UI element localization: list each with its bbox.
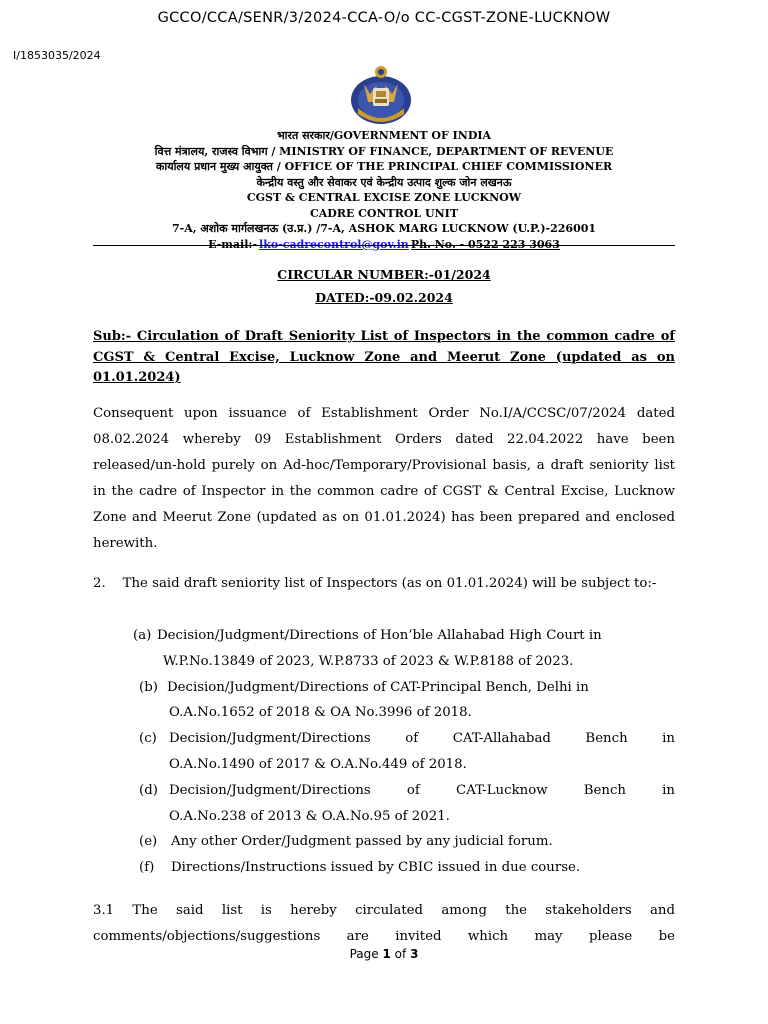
clause-item (93, 675, 675, 701)
footer-of: of (394, 947, 407, 961)
letterhead (93, 128, 675, 252)
clause-label: (c) (139, 731, 157, 747)
letterhead-ministry: वित्त मंत्रालय, राजस्व विभाग / MINISTRY OF FINANCE, DEPARTMENT OF REVENUE (154, 144, 614, 158)
page-footer (0, 947, 768, 961)
clause-text: Decision/Judgment/Directions of CAT-Lucknow Bench in (169, 782, 675, 798)
clause-list (93, 623, 675, 881)
clause-text: Decision/Judgment/Directions of Hon’ble Allahabad High Court in (157, 628, 602, 643)
clause-text: Any other Order/Judgment passed by any judicial forum. (171, 834, 553, 850)
reference-number: I/1853035/2024 (13, 49, 101, 62)
national-emblem-icon (344, 64, 418, 126)
subject-line: Sub:- Circulation of Draft Seniority List of Inspectors in the common cadre of CGST & Central Excise, Lucknow Zone and Meerut Zone (updated as on 01.01.2024) (93, 329, 675, 385)
email-label: E-mail:- (208, 237, 258, 251)
clause-label: (a) (133, 628, 152, 643)
letterhead-zone: CGST & CENTRAL EXCISE ZONE LUCKNOW (246, 191, 522, 204)
clause-text: Directions/Instructions issued by CBIC issued in due course. (171, 860, 581, 876)
circular-heading (93, 263, 675, 309)
clause-label: (f) (139, 860, 155, 876)
clause-continuation: W.P.No.13849 of 2023, W.P.8733 of 2023 & W.P.8188 of 2023. (163, 653, 574, 669)
footer-page-label: Page (349, 947, 379, 961)
clause-label: (e) (139, 834, 158, 850)
file-header: GCCO/CCA/SENR/3/2024-CCA-O/o CC-CGST-ZONE-LUCKNOW (157, 10, 611, 26)
clause-continuation: O.A.No.1652 of 2018 & OA No.3996 of 2018. (169, 705, 472, 721)
email-link[interactable]: lko-cadrecontrol@gov.in (259, 237, 409, 251)
clause-item (93, 726, 675, 752)
clause-text: Decision/Judgment/Directions of CAT-Principal Bench, Delhi in (167, 679, 589, 695)
letterhead-address: 7-A, अशोक मार्गलखनऊ (उ.प्र.) /7-A, ASHOK MARG LUCKNOW (U.P.)-226001 (171, 222, 597, 235)
paragraph-1: Consequent upon issuance of Establishment Order No.I/A/CCSC/07/2024 dated 08.02.2024 whereby 09 Establishment Orders dated 22.04.2022 have been released/un-hold purely on Ad-hoc/Temporary/Provisional basis, a draft seniority list in the cadre of Inspector in the common cadre of CGST & Central Excise, Lucknow Zone and Meerut Zone (updated as on 01.01.2024) has been prepared and enclosed herewith. (93, 406, 675, 551)
clause-item (93, 829, 675, 855)
paragraph-2: 2. The said draft seniority list of Inspectors (as on 01.01.2024) will be subject to:- (93, 576, 657, 591)
circular-date: DATED:-09.02.2024 (315, 290, 453, 305)
letterhead-zone-hindi: केन्द्रीय वस्तु और सेवाकर एवं केन्द्रीय उत्पाद शुल्क जोन लखनऊ (256, 175, 512, 189)
paragraph-3: 3.1 The said list is hereby circulated among the stakeholders and comments/objections/suggestions are invited which may please be (93, 903, 675, 944)
clause-item (93, 778, 675, 804)
clause-label: (d) (139, 782, 158, 798)
clause-item (93, 855, 675, 881)
letterhead-unit: CADRE CONTROL UNIT (309, 206, 459, 220)
clause-text: Decision/Judgment/Directions of CAT-Allahabad Bench in (169, 731, 675, 747)
phone-number: Ph. No. - 0522 223 3063 (410, 237, 560, 251)
footer-current-page: 1 (382, 947, 391, 961)
header-divider (93, 245, 675, 246)
letterhead-government: भारत सरकार/GOVERNMENT OF INDIA (276, 129, 492, 142)
footer-total-pages: 3 (410, 947, 419, 961)
clause-continuation: O.A.No.1490 of 2017 & O.A.No.449 of 2018. (169, 756, 467, 772)
letterhead-office: कार्यालय प्रधान मुख्य आयुक्त / OFFICE OF THE PRINCIPAL CHIEF COMMISSIONER (155, 160, 613, 173)
clause-item (93, 623, 675, 649)
clause-continuation: O.A.No.238 of 2013 & O.A.No.95 of 2021. (169, 808, 450, 824)
circular-number: CIRCULAR NUMBER:-01/2024 (277, 267, 491, 282)
clause-label: (b) (139, 679, 158, 695)
